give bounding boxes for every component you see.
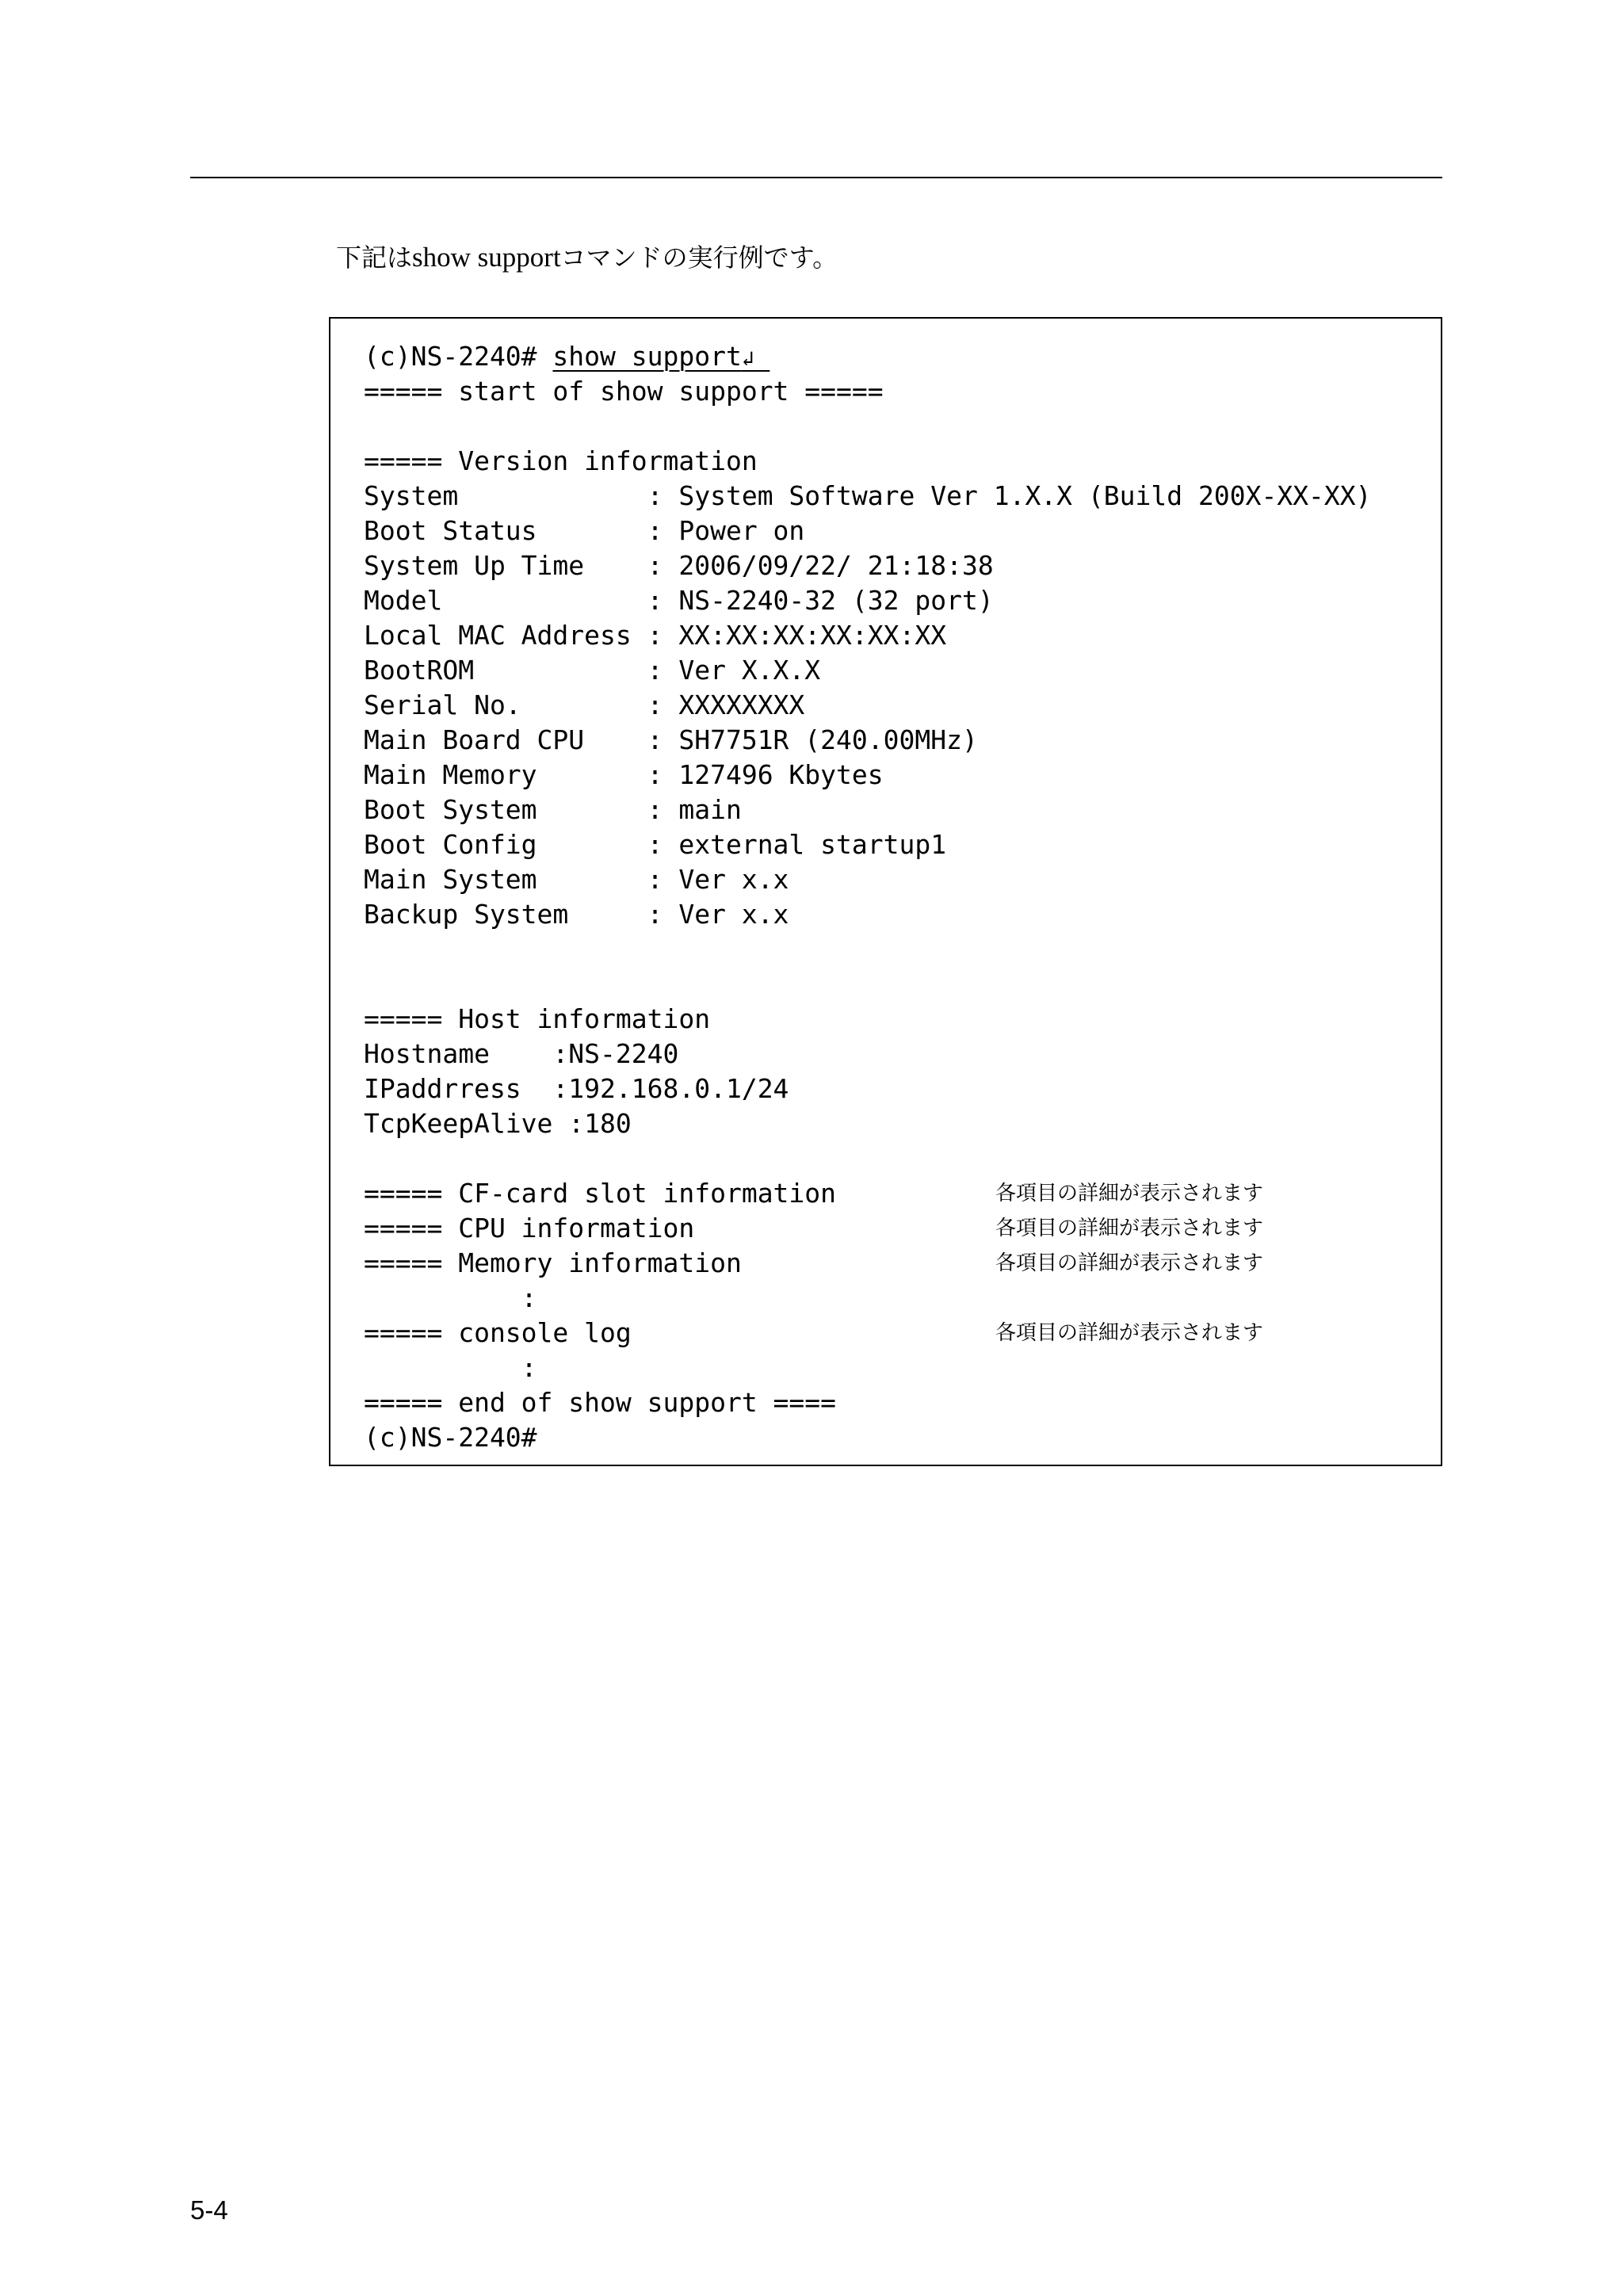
output-line: : bbox=[364, 1352, 537, 1383]
output-line: ===== CPU information bbox=[364, 1213, 695, 1244]
output-line: System : System Software Ver 1.X.X (Build 200X-XX-XX) bbox=[364, 480, 1372, 511]
output-line: Model : NS-2240-32 (32 port) bbox=[364, 585, 994, 616]
detail-note: 各項目の詳細が表示されます bbox=[995, 1182, 1264, 1205]
intro-suffix: コマンドの実行例です。 bbox=[560, 243, 838, 273]
output-line: Backup System : Ver x.x bbox=[364, 899, 789, 930]
output-line: Hostname :NS-2240 bbox=[364, 1038, 679, 1069]
intro-text bbox=[336, 240, 838, 275]
output-line: ===== console log bbox=[364, 1317, 632, 1348]
output-line: ===== Version information bbox=[364, 445, 758, 476]
output-line: Serial No. : XXXXXXXX bbox=[364, 690, 805, 720]
output-line: : bbox=[364, 1282, 537, 1313]
return-key-icon: ↲ bbox=[741, 347, 754, 371]
output-line: (c)NS-2240# bbox=[364, 1422, 537, 1453]
output-line: BootROM : Ver X.X.X bbox=[364, 655, 821, 686]
command-input bbox=[552, 341, 769, 372]
output-line: Local MAC Address : XX:XX:XX:XX:XX:XX bbox=[364, 620, 947, 651]
output-line: System Up Time : 2006/09/22/ 21:18:38 bbox=[364, 550, 994, 581]
prompt: (c)NS-2240# bbox=[364, 341, 553, 372]
output-line: Main System : Ver x.x bbox=[364, 864, 789, 895]
output-line: Main Board CPU : SH7751R (240.00MHz) bbox=[364, 724, 978, 755]
detail-note: 各項目の詳細が表示されます bbox=[995, 1321, 1264, 1345]
header-rule bbox=[190, 177, 1442, 178]
output-line: ===== CF-card slot information bbox=[364, 1178, 837, 1209]
output-line: ===== start of show support ===== bbox=[364, 376, 884, 407]
output-line: Main Memory : 127496 Kbytes bbox=[364, 759, 884, 790]
detail-note: 各項目の詳細が表示されます bbox=[995, 1217, 1264, 1240]
output-line: TcpKeepAlive :180 bbox=[364, 1108, 632, 1139]
command-text: show support bbox=[552, 341, 742, 372]
page-number: 5-4 bbox=[190, 2195, 228, 2225]
detail-note: 各項目の詳細が表示されます bbox=[995, 1251, 1264, 1275]
output-line: ===== end of show support ==== bbox=[364, 1387, 837, 1418]
command-line bbox=[364, 339, 769, 374]
output-line: ===== Host information bbox=[364, 1003, 711, 1034]
output-line: Boot Status : Power on bbox=[364, 515, 805, 546]
intro-prefix: 下記は bbox=[336, 243, 413, 273]
output-line: Boot System : main bbox=[364, 794, 742, 825]
output-line: ===== Memory information bbox=[364, 1247, 742, 1278]
output-line: IPaddrress :192.168.0.1/24 bbox=[364, 1073, 789, 1104]
output-line: Boot Config : external startup1 bbox=[364, 829, 947, 860]
terminal-output-box bbox=[329, 317, 1442, 1466]
intro-command: show support bbox=[412, 242, 561, 273]
